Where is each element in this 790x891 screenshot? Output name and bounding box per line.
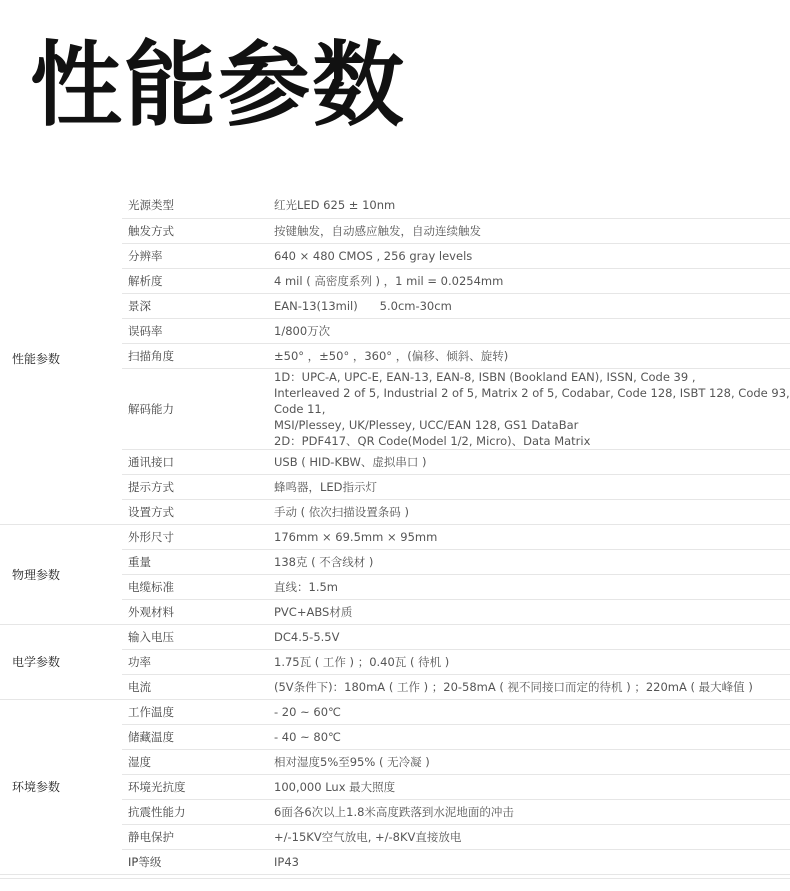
param-value: 138克 ( 不含线材 ) bbox=[248, 549, 790, 574]
param-value: IP43 bbox=[248, 849, 790, 874]
param-label: 重量 bbox=[122, 549, 248, 574]
param-label: IP等级 bbox=[122, 849, 248, 874]
param-label: 提示方式 bbox=[122, 474, 248, 499]
param-label: 环境光抗度 bbox=[122, 774, 248, 799]
param-label: 储藏温度 bbox=[122, 724, 248, 749]
table-row bbox=[0, 524, 790, 549]
param-label: 解码能力 bbox=[122, 368, 248, 449]
table-row bbox=[0, 699, 790, 724]
param-label: 静电保护 bbox=[122, 824, 248, 849]
decode-line-1d: 1D：UPC-A, UPC-E, EAN-13, EAN-8, ISBN (Bookland EAN), ISSN, Code 39 , bbox=[274, 369, 696, 384]
page-title: 性能参数 bbox=[30, 32, 407, 139]
param-label: 电流 bbox=[122, 674, 248, 699]
param-value: 手动 ( 依次扫描设置条码 ) bbox=[248, 499, 790, 524]
param-label: 通讯接口 bbox=[122, 449, 248, 474]
param-label: 解析度 bbox=[122, 268, 248, 293]
param-label: 触发方式 bbox=[122, 218, 248, 243]
param-value: 640 × 480 CMOS , 256 gray levels bbox=[248, 243, 790, 268]
category-electrical: 电学参数 bbox=[0, 624, 122, 699]
param-value: 100,000 Lux 最大照度 bbox=[248, 774, 790, 799]
param-value: 相对湿度5%至95% ( 无冷凝 ) bbox=[248, 749, 790, 774]
decode-line-1d-cont: Interleaved 2 of 5, Industrial 2 of 5, Matrix 2 of 5, Codabar, Code 128, ISBT 128, Code 93, Code 11, bbox=[274, 385, 790, 416]
param-value: 1/800万次 bbox=[248, 318, 790, 343]
table-row bbox=[0, 193, 790, 218]
param-value: (5V条件下)：180mA ( 工作 ) ；20-58mA ( 视不同接口而定的待机 ) ；220mA ( 最大峰值 ) bbox=[248, 674, 790, 699]
param-value: DC4.5-5.5V bbox=[248, 624, 790, 649]
decode-line-2d: 2D：PDF417、QR Code(Model 1/2, Micro)、Data Matrix bbox=[274, 433, 591, 448]
param-label: 功率 bbox=[122, 649, 248, 674]
param-label: 误码率 bbox=[122, 318, 248, 343]
param-label: 扫描角度 bbox=[122, 343, 248, 368]
param-label: 外形尺寸 bbox=[122, 524, 248, 549]
param-label: 电缆标准 bbox=[122, 574, 248, 599]
param-value: 176mm × 69.5mm × 95mm bbox=[248, 524, 790, 549]
param-label: 湿度 bbox=[122, 749, 248, 774]
param-label: 分辨率 bbox=[122, 243, 248, 268]
category-environment: 环境参数 bbox=[0, 699, 122, 874]
param-value: +/-15KV空气放电, +/-8KV直接放电 bbox=[248, 824, 790, 849]
category-physical: 物理参数 bbox=[0, 524, 122, 624]
spec-table bbox=[0, 193, 790, 875]
param-label: 工作温度 bbox=[122, 699, 248, 724]
param-label: 输入电压 bbox=[122, 624, 248, 649]
bottom-divider bbox=[0, 878, 790, 879]
param-value: 红光LED 625 ± 10nm bbox=[248, 193, 790, 218]
param-value-multiline bbox=[248, 368, 790, 449]
table-row bbox=[0, 624, 790, 649]
param-value: PVC+ABS材质 bbox=[248, 599, 790, 624]
param-value: 蜂鸣器，LED指示灯 bbox=[248, 474, 790, 499]
param-label: 景深 bbox=[122, 293, 248, 318]
category-performance: 性能参数 bbox=[0, 193, 122, 524]
param-value: ±50° ，±50° ，360° ，(偏移、倾斜、旋转) bbox=[248, 343, 790, 368]
param-value: EAN-13(13mil) 5.0cm-30cm bbox=[248, 293, 790, 318]
param-label: 外观材料 bbox=[122, 599, 248, 624]
param-value: 1.75瓦 ( 工作 ) ；0.40瓦 ( 待机 ) bbox=[248, 649, 790, 674]
param-value: 4 mil ( 高密度系列 ) ，1 mil = 0.0254mm bbox=[248, 268, 790, 293]
param-label: 抗震性能力 bbox=[122, 799, 248, 824]
param-value: USB ( HID-KBW、虚拟串口 ) bbox=[248, 449, 790, 474]
param-value: - 20 ~ 60℃ bbox=[248, 699, 790, 724]
param-label: 光源类型 bbox=[122, 193, 248, 218]
param-label: 设置方式 bbox=[122, 499, 248, 524]
param-value: 按键触发，自动感应触发，自动连续触发 bbox=[248, 218, 790, 243]
decode-line-1d-cont: MSI/Plessey, UK/Plessey, UCC/EAN 128, GS1 DataBar bbox=[274, 417, 579, 432]
param-value: - 40 ~ 80℃ bbox=[248, 724, 790, 749]
param-value: 6面各6次以上1.8米高度跌落到水泥地面的冲击 bbox=[248, 799, 790, 824]
param-value: 直线：1.5m bbox=[248, 574, 790, 599]
